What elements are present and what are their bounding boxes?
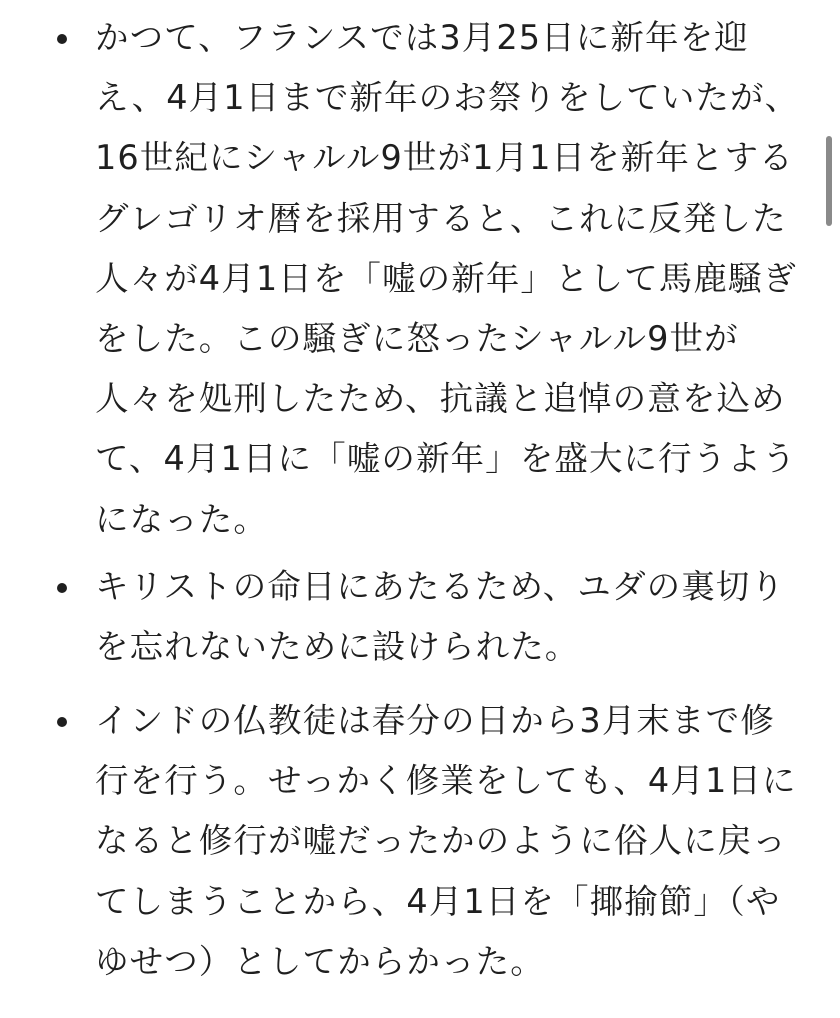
- list-item-text: キリストの命日にあたるため、ユダの裏切りを忘れないために設けられた。: [95, 567, 785, 667]
- bullet-dot-icon: [57, 34, 67, 44]
- bullet-dot-icon: [57, 583, 67, 593]
- list-item-text: インドの仏教徒は春分の日から3月末まで修行を行う。せっかく修業をしても、4月1日になると修行が嘘だったかのように俗人に戻ってしまうことから、4月1日を「揶揄節」（やゆせつ）としてからかった。: [95, 701, 797, 981]
- vertical-scrollbar[interactable]: [826, 136, 832, 226]
- bullet-dot-icon: [57, 717, 67, 727]
- list-item-text: かつて、フランスでは3月25日に新年を迎え、4月1日まで新年のお祭りをしていたが、16世紀にシャルル9世が1月1日を新年とするグレゴリオ暦を採用すると、これに反発した人々が4月1日を「嘘の新年」として馬鹿騒ぎをした。この騒ぎに怒ったシャルル9世が人々を処刑したため、抗議と追悼の意を込めて、4月1日に「嘘の新年」を盛大に行うようになった。: [95, 18, 800, 539]
